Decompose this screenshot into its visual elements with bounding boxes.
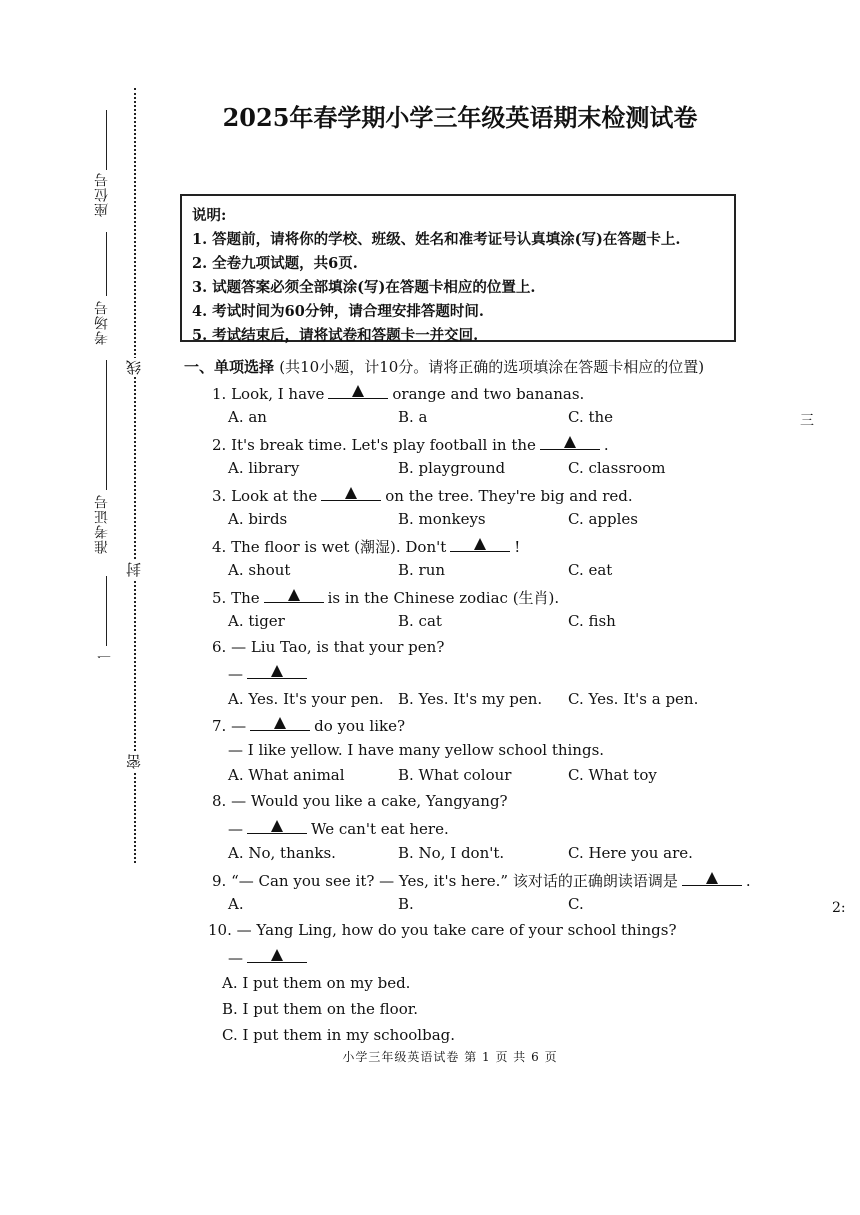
question-4-option-c: C. eat: [568, 561, 613, 579]
question-1-option-b: B. a: [398, 408, 428, 426]
question-3-option-b: B. monkeys: [398, 510, 486, 528]
question-7-stem: 7. — do you like?: [212, 714, 405, 736]
question-1-option-a: A. an: [228, 408, 267, 426]
question-10-option-b: B. I put them on the floor.: [222, 1000, 419, 1018]
question-7-option-c: C. What toy: [568, 766, 657, 784]
instruction-item: 1. 答题前，请将你的学校、班级、姓名和准考证号认真填涂(写)在答题卡上.: [192, 231, 681, 248]
question-4-stem: 4. The floor is wet (潮湿). Don't !: [212, 535, 520, 557]
instruction-item: 4. 考试时间为60分钟，请合理安排答题时间.: [192, 303, 484, 320]
answer-blank: [264, 586, 324, 603]
question-1-stem: 1. Look, I have orange and two bananas.: [212, 382, 584, 404]
triangle-icon: [474, 538, 486, 550]
ticket-number-line: [106, 576, 107, 646]
exam-title: 2025年春学期小学三年级英语期末检测试卷: [222, 103, 698, 132]
answer-blank: [328, 382, 388, 399]
answer-blank: [321, 484, 381, 501]
question-10-answer-line: —: [228, 946, 311, 968]
instruction-item: 3. 试题答案必须全部填涂(写)在答题卡相应的位置上.: [192, 279, 536, 296]
section-title: 一、单项选择: [184, 358, 275, 376]
seat-number-label: 座位号: [94, 172, 110, 217]
question-3-option-a: A. birds: [228, 510, 288, 528]
question-10-option-a: A. I put them on my bed.: [222, 974, 411, 992]
question-5-option-b: B. cat: [398, 612, 442, 630]
instruction-item: 2. 全卷九项试题，共6页.: [192, 255, 358, 272]
question-8-option-b: B. No, I don't.: [398, 844, 505, 862]
edge-mark-mid: 2:: [832, 900, 846, 916]
question-6-option-c: C. Yes. It's a pen.: [568, 690, 699, 708]
triangle-icon: [288, 589, 300, 601]
ticket-number-label: 准考证号: [94, 494, 110, 554]
room-number-line-top: [106, 232, 107, 296]
question-8-stem: 8. — Would you like a cake, Yangyang?: [212, 792, 508, 810]
triangle-icon: [345, 487, 357, 499]
question-10-option-c: C. I put them in my schoolbag.: [222, 1026, 456, 1044]
page-footer: 小学三年级英语试卷 第 1 页 共 6 页: [342, 1050, 558, 1064]
section-heading: [184, 356, 704, 377]
room-number-label: 考场号: [94, 300, 110, 345]
instructions-heading: 说明:: [192, 207, 227, 224]
question-6-option-b: B. Yes. It's my pen.: [398, 690, 543, 708]
question-1-option-c: C. the: [568, 408, 614, 426]
room-number-line: [106, 360, 107, 490]
tick-mark: 一: [97, 648, 113, 663]
triangle-icon: [274, 717, 286, 729]
question-6-option-a: A. Yes. It's your pen.: [228, 690, 384, 708]
question-6-stem: 6. — Liu Tao, is that your pen?: [212, 638, 445, 656]
question-8-answer-line: — We can't eat here.: [228, 817, 449, 839]
question-4-option-a: A. shout: [228, 561, 291, 579]
question-6-answer-line: —: [228, 662, 311, 684]
question-2-stem: 2. It's break time. Let's play football in the .: [212, 433, 609, 455]
question-2-option-a: A. library: [228, 459, 300, 477]
seal-char-xian: 线: [125, 360, 143, 375]
question-9-option-c: C.: [568, 895, 584, 913]
question-5-option-c: C. fish: [568, 612, 616, 630]
question-9-option-b: B.: [398, 895, 414, 913]
triangle-icon: [271, 665, 283, 677]
answer-blank: [682, 869, 742, 886]
instructions-box: [180, 194, 736, 342]
triangle-icon: [564, 436, 576, 448]
question-4-option-b: B. run: [398, 561, 446, 579]
question-3-option-c: C. apples: [568, 510, 638, 528]
triangle-icon: [271, 949, 283, 961]
question-9-option-a: A.: [228, 895, 244, 913]
question-8-option-a: A. No, thanks.: [228, 844, 336, 862]
seal-char-mi: 密: [125, 754, 143, 769]
edge-mark-top: 三: [800, 413, 814, 429]
answer-blank: [250, 714, 310, 731]
section-instruction: (共10小题，计10分。请将正确的选项填涂在答题卡相应的位置): [279, 358, 705, 376]
question-7-reply: — I like yellow. I have many yellow school things.: [228, 741, 605, 759]
triangle-icon: [352, 385, 364, 397]
question-7-option-a: A. What animal: [228, 766, 345, 784]
question-7-option-b: B. What colour: [398, 766, 512, 784]
question-2-option-b: B. playground: [398, 459, 506, 477]
question-2-option-c: C. classroom: [568, 459, 666, 477]
triangle-icon: [271, 820, 283, 832]
answer-blank: [247, 946, 307, 963]
question-10-stem: 10. — Yang Ling, how do you take care of your school things?: [208, 921, 677, 939]
answer-blank: [247, 662, 307, 679]
question-3-stem: 3. Look at the on the tree. They're big and red.: [212, 484, 633, 506]
instruction-item: 5. 考试结束后，请将试卷和答题卡一并交回.: [192, 327, 479, 344]
answer-blank: [247, 817, 307, 834]
answer-blank: [540, 433, 600, 450]
triangle-icon: [706, 872, 718, 884]
seal-char-feng: 封: [125, 562, 143, 577]
question-9-stem: 9. “— Can you see it? — Yes, it's here.” 该对话的正确朗读语调是 .: [212, 869, 751, 891]
answer-blank: [450, 535, 510, 552]
question-5-option-a: A. tiger: [228, 612, 285, 630]
question-5-stem: 5. The is in the Chinese zodiac (生肖).: [212, 586, 559, 608]
binding-dotted-line: [134, 88, 136, 863]
question-8-option-c: C. Here you are.: [568, 844, 693, 862]
